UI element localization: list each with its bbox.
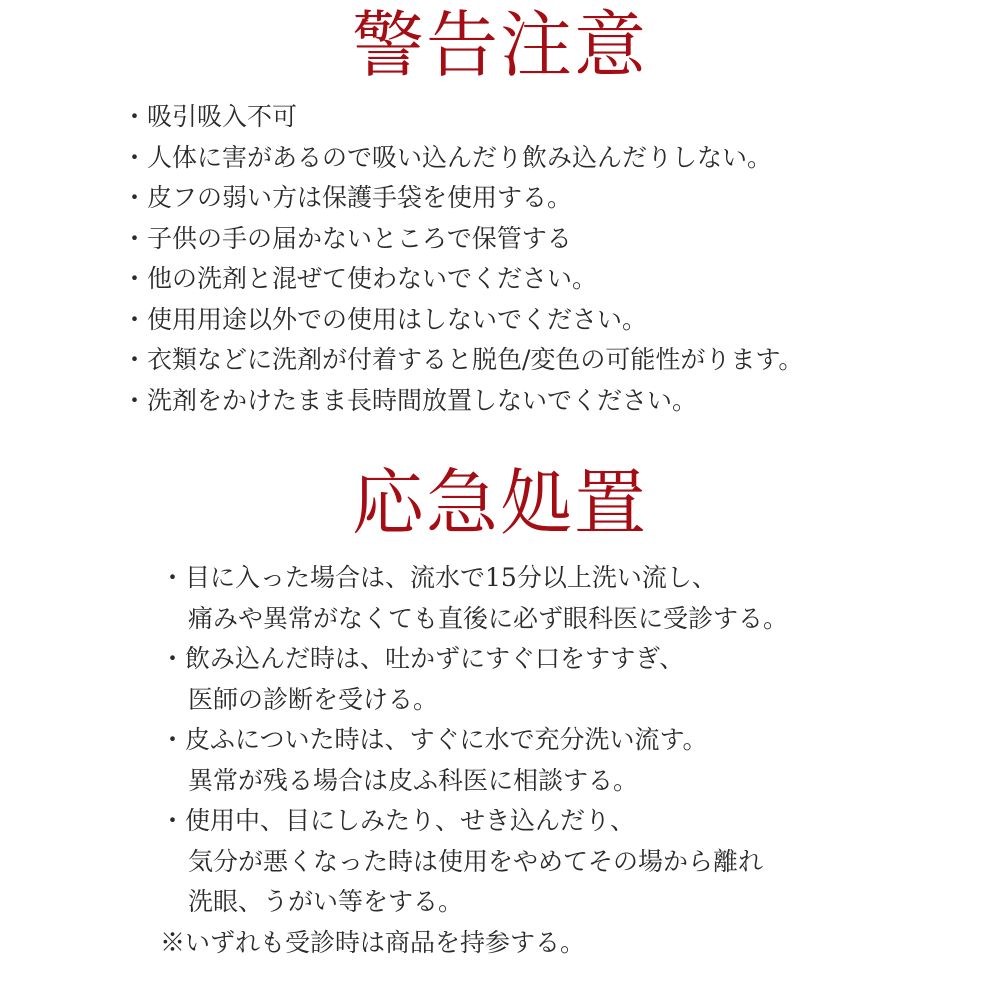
first-aid-heading: 応急処置 [351,461,648,545]
first-aid-list [160,558,788,963]
first-aid-item-line: ・目に入った場合は、流水で15分以上洗い流し、 [160,563,717,592]
warning-heading: 警告注意 [351,3,648,87]
first-aid-item-line: 洗眼、うがい等をする。 [188,887,464,916]
first-aid-item-line: 痛みや異常がなくても直後に必ず眼科医に受診する。 [188,603,789,633]
first-aid-note: ※いずれも受診時は商品を持参する。 [160,927,586,957]
warning-item: ・使用用途以外での使用はしないでください。 [122,304,648,334]
first-aid-item-line: ・飲み込んだ時は、吐かずにすぐ口をすすぎ、 [160,644,685,673]
first-aid-item-line: ・使用中、目にしみたり、せき込んだり、 [160,806,636,835]
warning-item: ・子供の手の届かないところで保管する [122,223,572,253]
warning-item: ・皮フの弱い方は保護手袋を使用する。 [122,183,573,212]
first-aid-item-line: ・皮ふについた時は、すぐに水で充分洗い流す。 [160,725,708,754]
warning-item: ・他の洗剤と混ぜて使わないでください。 [122,264,598,293]
first-aid-item-line: 医師の診断を受ける。 [188,684,439,714]
warning-item: ・洗剤をかけたまま長時間放置しないでください。 [122,385,698,415]
warning-item: ・衣類などに洗剤が付着すると脱色/変色の可能性がります。 [122,345,804,374]
warning-item: ・吸引吸入不可 [122,102,298,131]
first-aid-item-line: 異常が残る場合は皮ふ科医に相談する。 [188,765,639,795]
first-aid-item-line: 気分が悪くなった時は使用をやめてその場から離れ [188,846,764,876]
warning-list [122,97,803,421]
warning-item: ・人体に害があるので吸い込んだり飲み込んだりしない。 [122,142,773,172]
